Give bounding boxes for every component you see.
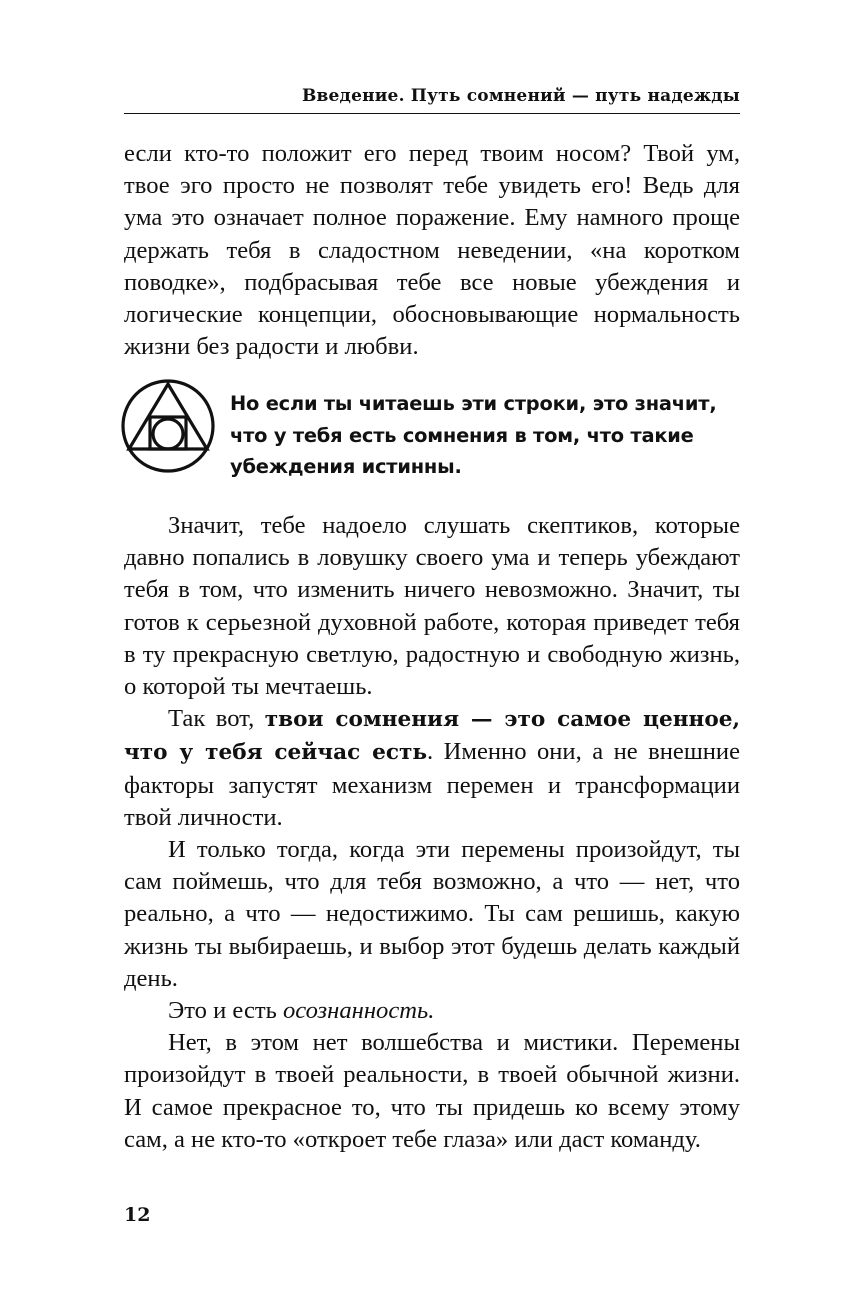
paragraph-1: Значит, тебе надоело слушать скептиков, которые давно попались в ловушку своего ума и теперь убеждают тебя в том, что изменить ничего невозможно. Значит, ты готов к серьезной духовной работе, которая приведет тебя в ту прекрасную светлую, радостную и свободную жизнь, о которой ты мечтаешь. xyxy=(124,512,740,701)
running-head: Введение. Путь сомнений — путь надежды xyxy=(301,86,740,106)
paragraph-4-start: Это и есть xyxy=(168,997,283,1025)
header-rule xyxy=(124,113,740,114)
paragraph-2 xyxy=(124,703,740,834)
paragraph-4-italic: осознанность. xyxy=(282,997,435,1025)
callout-box xyxy=(120,378,740,488)
paragraph-5: Нет, в этом нет волшебства и мистики. Перемены произойдут в твоей реальности, в твоей обычной жизни. И самое прекрасное то, что ты придешь ко всему этому сам, а не кто-то «откроет тебе глаза» или даст команду. xyxy=(124,1029,740,1153)
top-text-block xyxy=(124,138,740,363)
paragraph-4 xyxy=(124,995,740,1027)
paragraph-3: И только тогда, когда эти перемены произойдут, ты сам поймешь, что для тебя возможно, а что — нет, что реально, а что — недостижимо. Ты сам решишь, какую жизнь ты выбираешь, и выбор этот будешь делать каждый день. xyxy=(124,836,740,992)
paragraph-2-start: Так вот, xyxy=(168,705,265,733)
callout-text: Но если ты читаешь эти строки, это значит, что у тебя есть сомнения в том, что такие убеждения истинны. xyxy=(230,392,717,478)
circle-triangle-square-circle-icon xyxy=(120,378,216,474)
main-text-block xyxy=(124,510,740,1156)
paragraph-continued: если кто-то положит его перед твоим носом? Твой ум, твое эго просто не позволят тебе увидеть его! Ведь для ума это означает полное поражение. Ему намного проще держать тебя в сладостном неведении, «на коротком поводке», подбрасывая тебе все новые убеждения и логические концепции, обосновывающие нормальность жизни без радости и любви. xyxy=(124,140,740,361)
page-number: 12 xyxy=(124,1204,151,1226)
paragraph-2-bold: твои сомнения — это самое ценное, что у тебя сейчас есть xyxy=(124,707,740,766)
paragraph-2-end: . Именно они, а не внешние факторы запустят механизм перемен и трансформации твой личности. xyxy=(124,738,740,831)
